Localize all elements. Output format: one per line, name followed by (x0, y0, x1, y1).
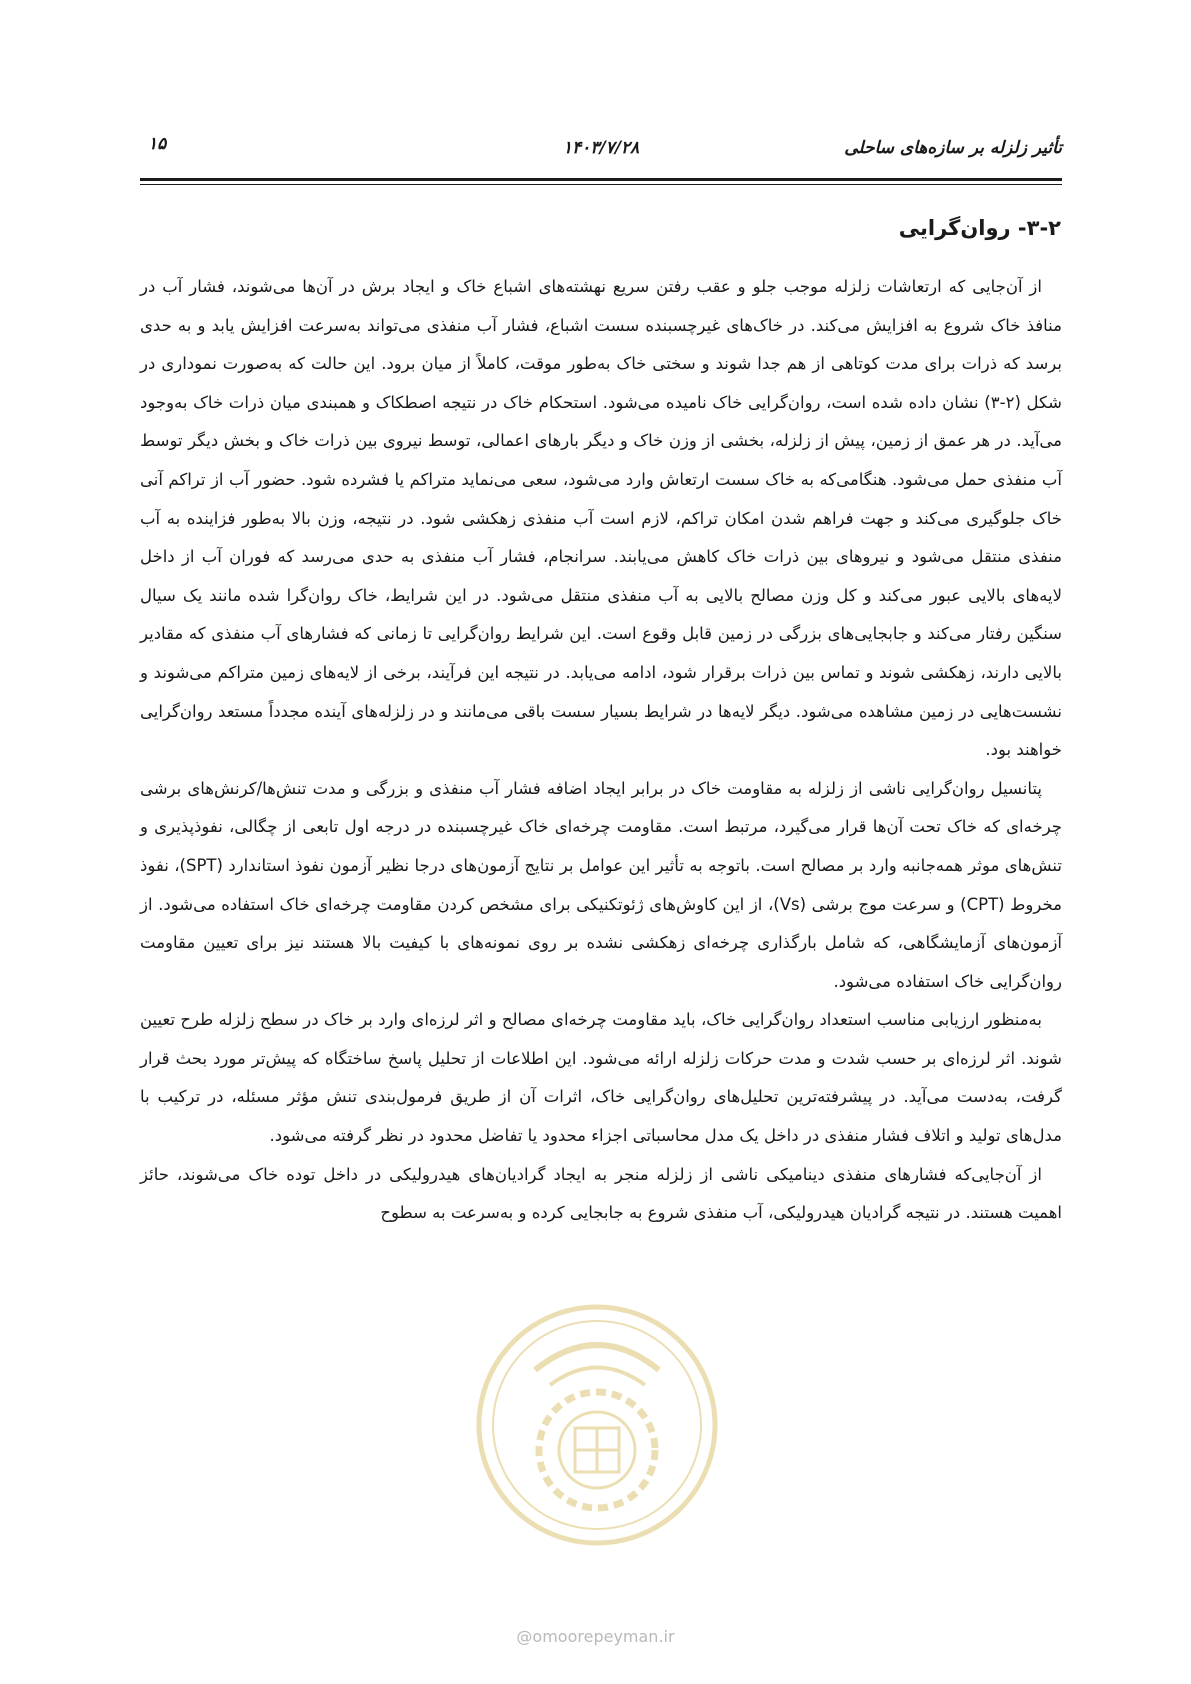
section-heading: ۳-۲- روان‌گرایی (898, 216, 1061, 240)
paragraph-4: از آن‌جایی‌که فشارهای منفذی دینامیکی ناشی از زلزله منجر به ایجاد گرادیان‌های هیدرولیکی در داخل توده خاک می‌شوند، حائز اهمیت هستند. در نتیجه گرادیان هیدرولیکی، آب منفذی شروع به جابجایی کرده و به‌سرعت به سطوح (140, 1164, 1062, 1223)
watermark-url: @omoorepeyman.ir (516, 1627, 675, 1646)
paragraph-2: پتانسیل روان‌گرایی ناشی از زلزله به مقاومت خاک در برابر ایجاد اضافه فشار آب منفذی و بزرگی و مدت تنش‌ها/کرنش‌های برشی چرخه‌ای که خاک تحت آن‌ها قرار می‌گیرد، مرتبط است. مقاومت چرخه‌ای خاک غیرچسبنده در درجه اول تابعی از چگالی، نفوذپذیری و تنش‌های موثر همه‌جانبه وارد بر مصالح است. باتوجه به تأثیر این عوامل بر نتایج آزمون‌های درجا نظیر آزمون نفوذ استاندارد (SPT)، نفوذ مخروط (CPT) و سرعت موج برشی (Vs)، از این کاوش‌های ژئوتکنیکی برای مشخص کردن مقاومت چرخه‌ای خاک استفاده می‌شود. از آزمون‌های آزمایشگاهی، که شامل بارگذاری چرخه‌ای زهکشی نشده بر روی نمونه‌های با کیفیت بالا هستند نیز برای تعیین مقاومت روان‌گرایی خاک استفاده می‌شود. (140, 778, 1062, 991)
header-rule-thin (140, 184, 1062, 185)
body-text (140, 268, 1062, 1233)
header-title: تأثیر زلزله بر سازه‌های ساحلی (844, 138, 1062, 158)
running-header (140, 130, 1062, 164)
watermark-seal-icon (475, 1300, 720, 1550)
page-number: ۱۵ (148, 134, 167, 154)
header-date: ۱۴۰۳/۷/۲۸ (562, 138, 640, 158)
paragraph-3: به‌منظور ارزیابی مناسب استعداد روان‌گرایی خاک، باید مقاومت چرخه‌ای مصالح و اثر لرزه‌ای وارد بر خاک در سطح زلزله طرح تعیین شوند. اثر لرزه‌ای بر حسب شدت و مدت حرکات زلزله ارائه می‌شود. این اطلاعات از تحلیل پاسخ ساختگاه که پیش‌تر مورد بحث قرار گرفت، به‌دست می‌آید. در پیشرفته‌ترین تحلیل‌های روان‌گرایی خاک، اثرات آن از طریق فرمول‌بندی تنش مؤثر مسئله، در ترکیب با مدل‌های تولید و اتلاف فشار منفذی در داخل یک مدل محاسباتی اجزاء محدود یا تفاضل محدود در نظر گرفته می‌شود. (140, 1010, 1062, 1146)
paragraph-1: از آن‌جایی که ارتعاشات زلزله موجب جلو و عقب رفتن سریع نهشته‌های اشباع خاک و ایجاد برش در آن‌ها می‌شوند، فشار آب در منافذ خاک شروع به افزایش می‌کند. در خاک‌های غیرچسبنده سست اشباع، فشار آب منفذی می‌تواند به‌سرعت افزایش یابد و به حدی برسد که ذرات برای مدت کوتاهی از هم جدا شوند و سختی خاک به‌طور موقت، کاملاً از میان برود. این حالت که به‌صورت نموداری در شکل (۲-۳) نشان داده شده است، روان‌گرایی خاک نامیده می‌شود. استحکام خاک در نتیجه اصطکاک و همبندی میان ذرات خاک به‌وجود می‌آید. در هر عمق از زمین، پیش از زلزله، بخشی از وزن خاک و دیگر بارهای اعمالی، توسط نیروی بین ذرات خاک و بخش دیگر توسط آب منفذی حمل می‌شود. هنگامی‌که به خاک سست ارتعاش وارد می‌شود، سعی می‌نماید متراکم یا فشرده شود. حضور آب از تراکم آنی خاک جلوگیری می‌کند و جهت فراهم شدن امکان تراکم، لازم است آب منفذی زهکشی شود. در نتیجه، وزن بالا به‌طور فزاینده به آب منفذی منتقل می‌شود و نیروهای بین ذرات خاک کاهش می‌یابند. سرانجام، فشار آب منفذی به حدی می‌رسد که فوران آب از داخل لایه‌های بالایی عبور می‌کند و کل وزن مصالح بالایی به آب منفذی منتقل می‌شود. در این شرایط، خاک روان‌گرا شده مانند یک سیال سنگین رفتار می‌کند و جابجایی‌های بزرگی در زمین قابل وقوع است. این شرایط روان‌گرایی تا زمانی که فشارهای آب منفذی که مقادیر بالایی دارند، زهکشی شوند و تماس بین ذرات برقرار شود، ادامه می‌یابد. در نتیجه این فرآیند، برخی از لایه‌های زمین متراکم می‌شوند و نشست‌هایی در زمین مشاهده می‌شود. دیگر لایه‌ها در شرایط بسیار سست باقی می‌مانند و در زلزله‌های آینده مجدداً مستعد روان‌گرایی خواهند بود. (140, 277, 1062, 760)
header-rule-thick (140, 178, 1062, 181)
